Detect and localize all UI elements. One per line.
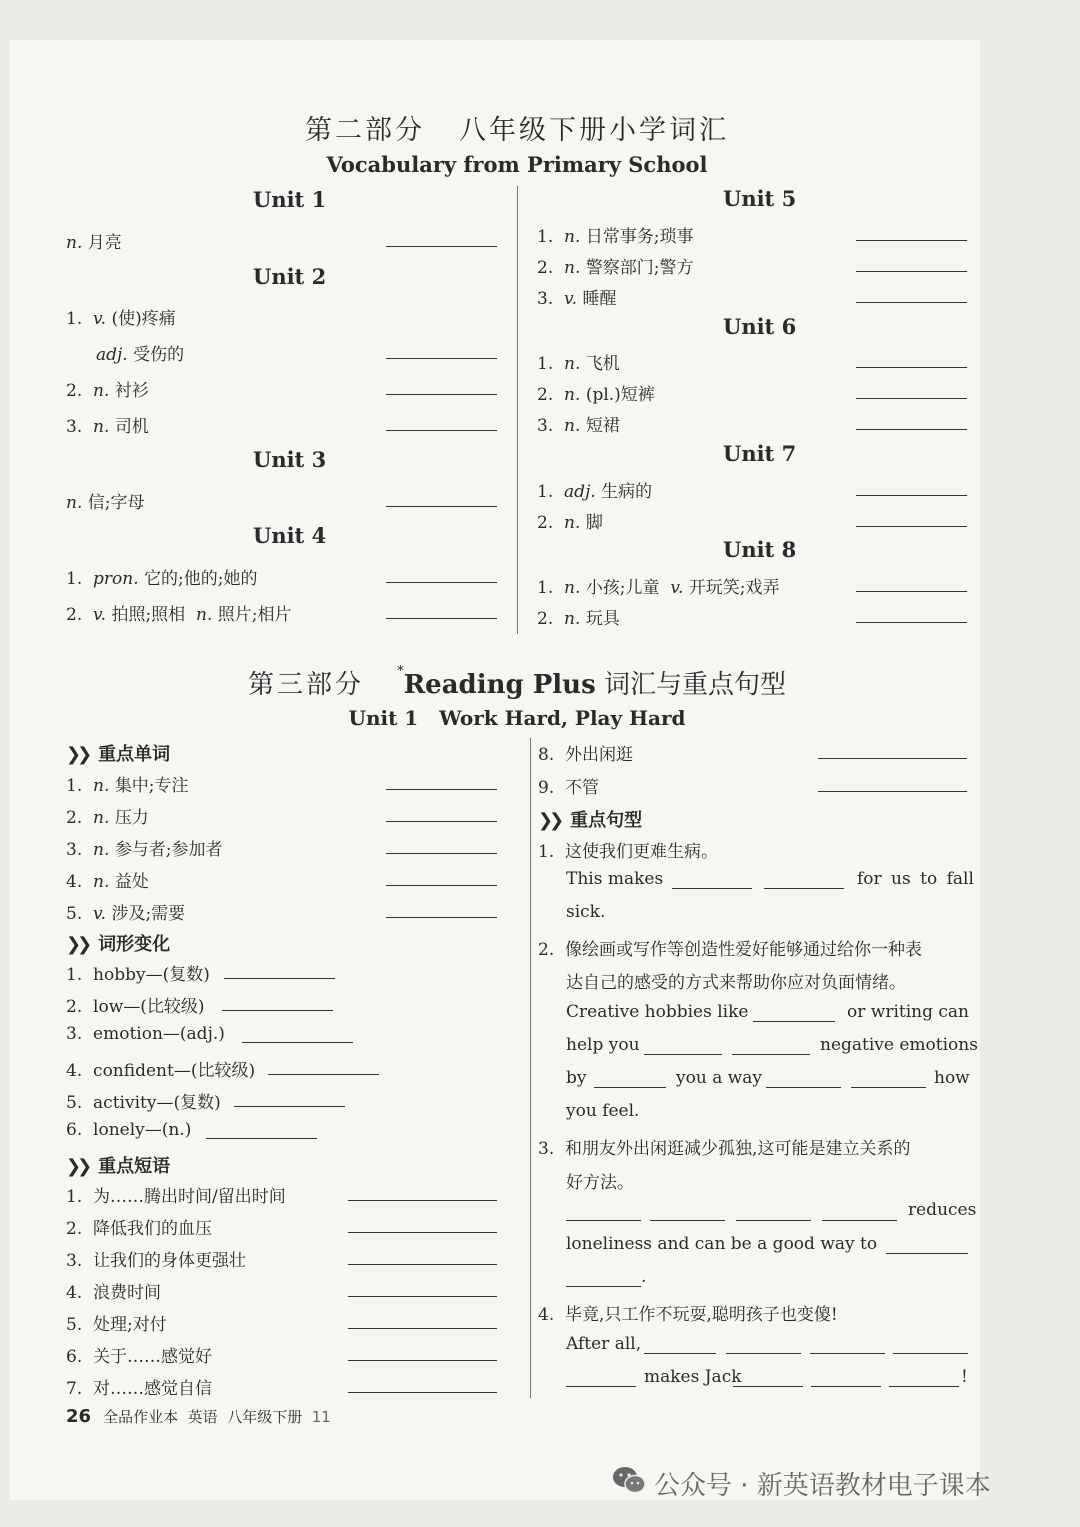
answer-blank[interactable] [736, 1220, 811, 1221]
sentence-en: Creative hobbies like [566, 1002, 749, 1022]
vocab-row: 3. n. 参与者;参加者 [66, 840, 223, 860]
answer-blank[interactable] [810, 1353, 885, 1354]
word-form-row: 5. activity—(复数) [66, 1093, 221, 1113]
vocab-row: 3. n. 司机 [66, 417, 149, 437]
unit-title: Unit 1 Work Hard, Play Hard [348, 706, 686, 730]
answer-blank[interactable] [222, 1010, 333, 1011]
answer-blank[interactable] [386, 582, 497, 583]
answer-blank[interactable] [856, 622, 967, 623]
word-form-row: 1. hobby—(复数) [66, 965, 210, 985]
answer-blank[interactable] [268, 1074, 379, 1075]
answer-blank[interactable] [386, 885, 497, 886]
sentence-en: for us to fall [857, 869, 974, 889]
phrase-row: 3. 让我们的身体更强壮 [66, 1251, 247, 1271]
vocab-row: n. 信;字母 [66, 493, 145, 513]
vocab-row: 2. n. 压力 [66, 808, 149, 828]
answer-blank[interactable] [386, 618, 497, 619]
answer-blank[interactable] [224, 978, 335, 979]
unit-heading: Unit 8 [723, 537, 797, 562]
wechat-icon [612, 1466, 646, 1494]
answer-blank[interactable] [386, 506, 497, 507]
answer-blank[interactable] [206, 1138, 317, 1139]
answer-blank[interactable] [348, 1264, 497, 1265]
sentence-en: This makes [566, 869, 664, 889]
answer-blank[interactable] [726, 1353, 801, 1354]
page-footer: 26 全品作业本 英语 八年级下册 11 [66, 1406, 331, 1427]
word-form-row: 3. emotion—(adj.) [66, 1024, 225, 1044]
section-key-phrases: ❯❯ 重点短语 [66, 1156, 171, 1177]
answer-blank[interactable] [348, 1360, 497, 1361]
vocab-row: 3. v. 睡醒 [537, 289, 617, 309]
answer-blank[interactable] [753, 1021, 835, 1022]
sentence-cn: 3. 和朋友外出闲逛减少孤独,这可能是建立关系的 [538, 1139, 911, 1159]
answer-blank[interactable] [644, 1353, 716, 1354]
sentence-en: . [641, 1267, 647, 1287]
vocab-row: 2. n. 警察部门;警方 [537, 258, 694, 278]
answer-blank[interactable] [766, 1087, 841, 1088]
sentence-en: or writing can [847, 1002, 969, 1022]
part3-title: 第三部分 *Reading Plus 词汇与重点句型 [247, 664, 786, 700]
sentence-en: sick. [566, 902, 606, 922]
answer-blank[interactable] [386, 430, 497, 431]
answer-blank[interactable] [348, 1328, 497, 1329]
vocab-row: 1. n. 小孩;儿童 v. 开玩笑;戏弄 [537, 578, 780, 598]
watermark-text: 公众号 · 新英语教材电子课本 [654, 1471, 991, 1501]
answer-blank[interactable] [811, 1386, 881, 1387]
answer-blank[interactable] [856, 526, 967, 527]
answer-blank[interactable] [650, 1220, 725, 1221]
phrase-row: 5. 处理;对付 [66, 1315, 167, 1335]
answer-blank[interactable] [764, 888, 844, 889]
answer-blank[interactable] [818, 791, 967, 792]
answer-blank[interactable] [856, 495, 967, 496]
vocab-row: 1. n. 飞机 [537, 354, 620, 374]
answer-blank[interactable] [242, 1042, 353, 1043]
vocab-row: 2. n. 脚 [537, 513, 603, 533]
part2-subtitle: Vocabulary from Primary School [326, 152, 708, 177]
sentence-cn: 好方法。 [566, 1173, 634, 1193]
answer-blank[interactable] [856, 271, 967, 272]
sentence-en: reduces [908, 1200, 977, 1220]
page-number: 26 [66, 1406, 92, 1427]
sentence-cn: 4. 毕竟,只工作不玩耍,聪明孩子也变傻! [538, 1305, 838, 1325]
sentence-en: After all, [566, 1334, 642, 1354]
answer-blank[interactable] [893, 1353, 968, 1354]
sentence-en: ! [961, 1367, 968, 1387]
sentence-cn: 1. 这使我们更难生病。 [538, 842, 719, 862]
double-arrow-icon: ❯❯ [66, 1156, 89, 1177]
phrase-row: 8. 外出闲逛 [538, 745, 634, 765]
sentence-en: loneliness and can be a good way to [566, 1234, 878, 1254]
double-arrow-icon: ❯❯ [538, 810, 561, 831]
unit-heading: Unit 1 [253, 187, 327, 212]
section-word-forms: ❯❯ 词形变化 [66, 934, 171, 955]
answer-blank[interactable] [566, 1286, 641, 1287]
word-form-row: 2. low—(比较级) [66, 997, 205, 1017]
vocab-row: n. 月亮 [66, 233, 122, 253]
sentence-en: how [934, 1068, 970, 1088]
sentence-en: help you [566, 1035, 640, 1055]
unit-heading: Unit 4 [253, 523, 327, 548]
vocab-row: 1. adj. 生病的 [537, 482, 653, 502]
vocab-row: adj. 受伤的 [96, 345, 185, 365]
answer-blank[interactable] [856, 302, 967, 303]
phrase-row: 9. 不管 [538, 778, 600, 798]
unit-heading: Unit 3 [253, 447, 327, 472]
double-arrow-icon: ❯❯ [66, 744, 89, 765]
word-form-row: 6. lonely—(n.) [66, 1120, 192, 1140]
vocab-row: 2. n. 衬衫 [66, 381, 149, 401]
answer-blank[interactable] [856, 398, 967, 399]
vocab-row: 2. n. (pl.)短裤 [537, 385, 655, 405]
sentence-en: you a way [676, 1068, 763, 1088]
phrase-row: 7. 对……感觉自信 [66, 1379, 213, 1399]
part2-title: 第二部分 八年级下册小学词汇 [305, 115, 729, 146]
unit-heading: Unit 5 [723, 186, 797, 211]
answer-blank[interactable] [234, 1106, 345, 1107]
answer-blank[interactable] [386, 394, 497, 395]
answer-blank[interactable] [566, 1220, 641, 1221]
answer-blank[interactable] [889, 1386, 959, 1387]
double-arrow-icon: ❯❯ [66, 934, 89, 955]
sentence-cn: 2. 像绘画或写作等创造性爱好能够通过给你一种表 [538, 940, 923, 960]
answer-blank[interactable] [644, 1054, 722, 1055]
phrase-row: 6. 关于……感觉好 [66, 1347, 213, 1367]
answer-blank[interactable] [733, 1386, 803, 1387]
answer-blank[interactable] [886, 1253, 968, 1254]
answer-blank[interactable] [672, 888, 752, 889]
vocab-row: 1. pron. 它的;他的;她的 [66, 569, 258, 589]
answer-blank[interactable] [386, 853, 497, 854]
section-key-sentences: ❯❯ 重点句型 [538, 810, 643, 831]
column-divider [517, 186, 518, 634]
answer-blank[interactable] [348, 1200, 497, 1201]
answer-blank[interactable] [348, 1392, 497, 1393]
sentence-en: you feel. [566, 1101, 640, 1121]
vocab-row: 5. v. 涉及;需要 [66, 904, 186, 924]
answer-blank[interactable] [386, 821, 497, 822]
answer-blank[interactable] [856, 240, 967, 241]
sentence-en: negative emotions [820, 1035, 978, 1055]
vocab-row: 1. v. (使)疼痛 [66, 309, 176, 329]
answer-blank[interactable] [732, 1054, 810, 1055]
answer-blank[interactable] [348, 1296, 497, 1297]
vocab-row: 3. n. 短裙 [537, 416, 620, 436]
answer-blank[interactable] [818, 758, 967, 759]
sentence-en: makes Jack [644, 1367, 742, 1387]
answer-blank[interactable] [856, 591, 967, 592]
sentence-cn: 达自己的感受的方式来帮助你应对负面情绪。 [566, 973, 906, 993]
answer-blank[interactable] [856, 367, 967, 368]
answer-blank[interactable] [594, 1087, 666, 1088]
phrase-row: 2. 降低我们的血压 [66, 1219, 213, 1239]
answer-blank[interactable] [856, 429, 967, 430]
vocab-row: 2. v. 拍照;照相 n. 照片;相片 [66, 605, 292, 625]
answer-blank[interactable] [386, 358, 497, 359]
vocab-row: 1. n. 集中;专注 [66, 776, 189, 796]
phrase-row: 1. 为……腾出时间/留出时间 [66, 1187, 286, 1207]
phrase-row: 4. 浪费时间 [66, 1283, 162, 1303]
vocab-row: 1. n. 日常事务;琐事 [537, 227, 694, 247]
unit-heading: Unit 6 [723, 314, 797, 339]
answer-blank[interactable] [386, 789, 497, 790]
answer-blank[interactable] [348, 1232, 497, 1233]
vocab-row: 2. n. 玩具 [537, 609, 620, 629]
vocab-row: 4. n. 益处 [66, 872, 149, 892]
section-key-words: ❯❯ 重点单词 [66, 744, 171, 765]
word-form-row: 4. confident—(比较级) [66, 1061, 256, 1081]
sentence-en: by [566, 1068, 587, 1088]
answer-blank[interactable] [386, 246, 497, 247]
unit-heading: Unit 7 [723, 441, 797, 466]
answer-blank[interactable] [386, 917, 497, 918]
column-divider [530, 738, 531, 1398]
answer-blank[interactable] [822, 1220, 897, 1221]
unit-heading: Unit 2 [253, 264, 327, 289]
answer-blank[interactable] [566, 1386, 636, 1387]
answer-blank[interactable] [851, 1087, 926, 1088]
